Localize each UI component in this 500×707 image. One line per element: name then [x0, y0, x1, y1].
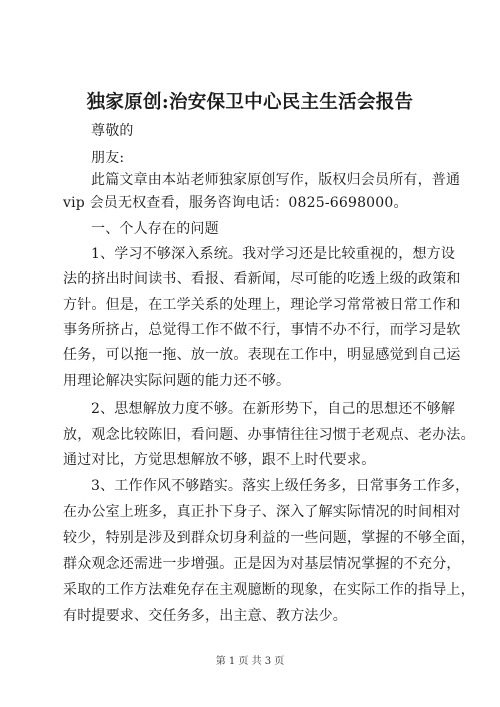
- paragraph-1-line: 事务所挤占，总觉得工作不做不行，事情不办不行，而学习是软: [63, 322, 461, 338]
- notice-line-2: vip 会员无权查看，服务咨询电话：0825-6698000。: [63, 195, 408, 211]
- paragraph-1-line: 用理论解决实际问题的能力还不够。: [63, 373, 291, 389]
- paragraph-3-line: 采取的工作方法难免存在主观臆断的现象，在实际工作的指导上，: [63, 582, 475, 598]
- paragraph-2-line: 通过对比，方觉思想解放不够，跟不上时代要求。: [63, 452, 376, 468]
- page-number: 第 1 页 共 3 页: [215, 656, 285, 667]
- paragraph-1-line: 任务，可以拖一拖、放一放。表现在工作中，明显感觉到自己运: [63, 347, 461, 363]
- paragraph-2-line: 放，观念比较陈旧，看问题、办事情往往习惯于老观点、老办法。: [63, 427, 475, 443]
- salutation-line-2: 朋友:: [91, 150, 125, 166]
- document-title: 独家原创:治安保卫中心民主生活会报告: [86, 92, 414, 113]
- paragraph-3-line: 较少，特别是涉及到群众切身利益的一些问题，掌握的不够全面，: [63, 530, 475, 546]
- paragraph-1-line: 1、学习不够深入系统。我对学习还是比较重视的，想方设: [91, 246, 456, 262]
- notice-line-1: 此篇文章由本站老师独家原创写作，版权归会员所有，普通: [91, 172, 461, 188]
- paragraph-2-line: 2、思想解放力度不够。在新形势下，自己的思想还不够解: [91, 401, 456, 417]
- paragraph-3-line: 群众观念还需进一步增强。正是因为对基层情况掌握的不充分，: [63, 556, 461, 572]
- section-heading: 一、个人存在的问题: [91, 221, 219, 237]
- salutation-line-1: 尊敬的: [91, 123, 134, 139]
- paragraph-1-line: 方针。但是，在工学关系的处理上，理论学习常常被日常工作和: [63, 297, 461, 313]
- paragraph-3-line: 3、工作作风不够踏实。落实上级任务多，日常事务工作多，: [91, 478, 470, 494]
- paragraph-3-line: 在办公室上班多，真正扑下身子、深入了解实际情况的时间相对: [63, 504, 461, 520]
- paragraph-3-line: 有时提要求、交任务多，出主意、教方法少。: [63, 608, 347, 624]
- paragraph-1-line: 法的挤出时间读书、看报、看新闻，尽可能的吃透上级的政策和: [63, 271, 461, 287]
